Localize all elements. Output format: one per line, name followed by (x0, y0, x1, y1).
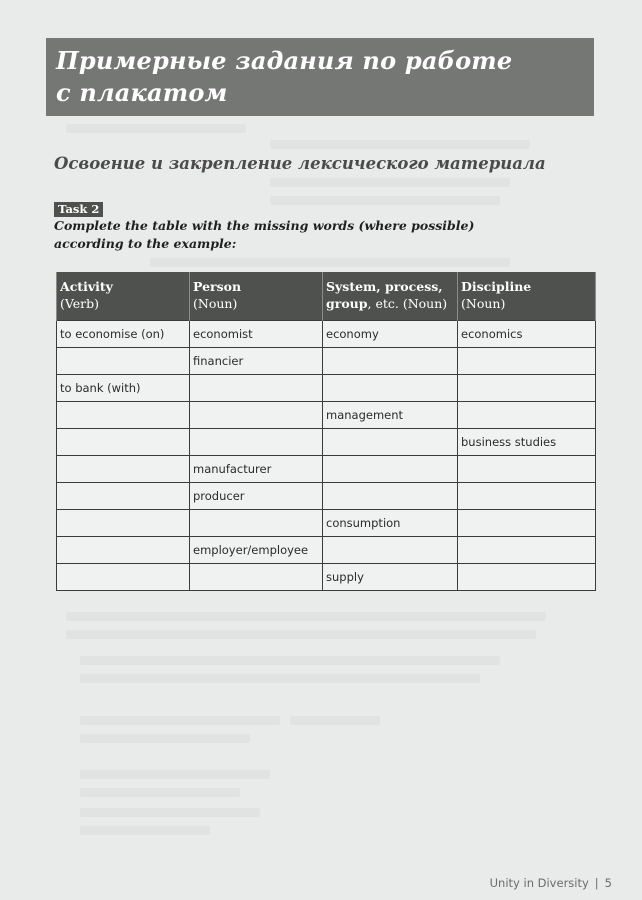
table-row (57, 429, 596, 456)
cell-system[interactable] (323, 456, 458, 483)
column-header-subtitle: (Noun) (461, 296, 506, 311)
table-row (57, 564, 596, 591)
cell-activity[interactable] (57, 456, 190, 483)
column-header-subtitle-bold: group (326, 296, 368, 311)
cell-activity[interactable]: to bank (with) (57, 375, 190, 402)
cell-system[interactable]: consumption (323, 510, 458, 537)
cell-discipline[interactable] (458, 564, 596, 591)
column-header-person (190, 272, 323, 321)
vocabulary-table (56, 272, 596, 591)
banner-title-line-2: с плакатом (56, 78, 228, 107)
column-header-title: System, process, (326, 279, 443, 294)
table-header-row (57, 272, 596, 321)
column-header-subtitle: (Verb) (60, 296, 100, 311)
cell-discipline[interactable] (458, 483, 596, 510)
cell-system[interactable] (323, 483, 458, 510)
cell-activity[interactable] (57, 429, 190, 456)
cell-system[interactable] (323, 348, 458, 375)
table-row (57, 510, 596, 537)
table-row (57, 321, 596, 348)
column-header-system (323, 272, 458, 321)
column-header-subtitle: , etc. (Noun) (367, 296, 448, 311)
table-row (57, 375, 596, 402)
title-banner (46, 38, 594, 116)
cell-person[interactable]: employer/employee (190, 537, 323, 564)
cell-discipline[interactable] (458, 537, 596, 564)
cell-system[interactable] (323, 537, 458, 564)
cell-system[interactable] (323, 429, 458, 456)
cell-person[interactable] (190, 402, 323, 429)
cell-activity[interactable] (57, 483, 190, 510)
cell-system[interactable]: management (323, 402, 458, 429)
column-header-discipline (458, 272, 596, 321)
cell-discipline[interactable] (458, 402, 596, 429)
cell-activity[interactable] (57, 510, 190, 537)
section-heading: Освоение и закрепление лексического материала (54, 154, 546, 173)
book-title: Unity in Diversity (489, 876, 589, 890)
column-header-title: Activity (60, 279, 113, 294)
task-instructions: Complete the table with the missing words (where possible) according to the example: (54, 218, 475, 251)
cell-system[interactable] (323, 375, 458, 402)
cell-activity[interactable]: to economise (on) (57, 321, 190, 348)
page-footer (490, 876, 612, 890)
cell-discipline[interactable] (458, 375, 596, 402)
cell-discipline[interactable] (458, 348, 596, 375)
cell-person[interactable]: economist (190, 321, 323, 348)
cell-discipline[interactable] (458, 510, 596, 537)
column-header-subtitle: (Noun) (193, 296, 238, 311)
cell-person[interactable] (190, 564, 323, 591)
column-header-title: Person (193, 279, 242, 294)
cell-discipline[interactable]: economics (458, 321, 596, 348)
column-header-title: Discipline (461, 279, 532, 294)
table-row (57, 348, 596, 375)
table-row (57, 537, 596, 564)
cell-person[interactable] (190, 375, 323, 402)
cell-system[interactable]: supply (323, 564, 458, 591)
cell-discipline[interactable]: business studies (458, 429, 596, 456)
cell-person[interactable] (190, 510, 323, 537)
column-header-activity (57, 272, 190, 321)
cell-discipline[interactable] (458, 456, 596, 483)
cell-person[interactable]: manufacturer (190, 456, 323, 483)
cell-system[interactable]: economy (323, 321, 458, 348)
table-row (57, 483, 596, 510)
table-row (57, 402, 596, 429)
task-badge: Task 2 (54, 202, 103, 217)
banner-title-line-1: Примерные задания по работе (56, 46, 513, 75)
cell-person[interactable] (190, 429, 323, 456)
cell-activity[interactable] (57, 348, 190, 375)
cell-activity[interactable] (57, 402, 190, 429)
cell-person[interactable]: producer (190, 483, 323, 510)
table-row (57, 456, 596, 483)
cell-activity[interactable] (57, 564, 190, 591)
cell-person[interactable]: financier (190, 348, 323, 375)
footer-separator: | (594, 876, 599, 890)
page-number: 5 (604, 876, 612, 890)
cell-activity[interactable] (57, 537, 190, 564)
